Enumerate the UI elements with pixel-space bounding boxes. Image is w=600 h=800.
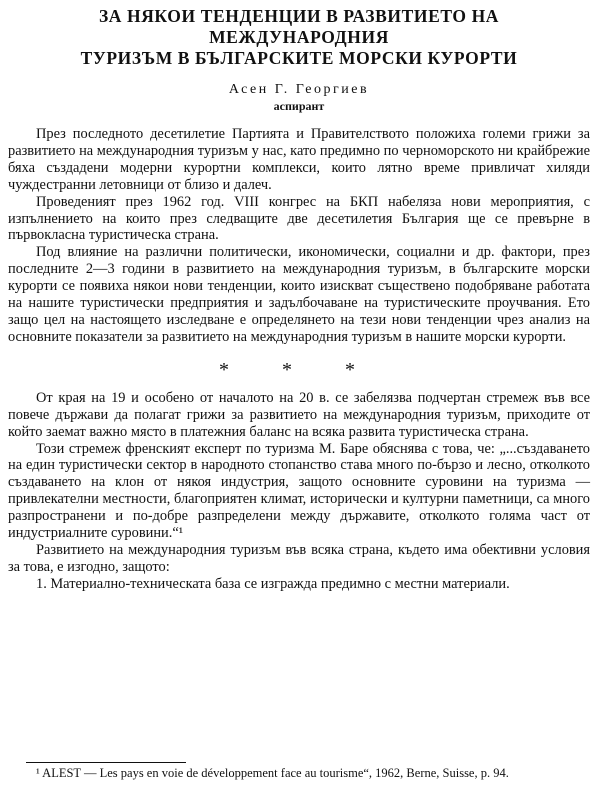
section-separator: * * * (219, 358, 379, 381)
list-item: 1. Материално-техническата база се изгражда предимно с местни материали. (36, 575, 510, 592)
paragraph: Под влияние на различни политически, икономически, социални и др. фактори, през последните 2—3 години в развитието на международния туризъм, в българските морски курорти се появиха някои нови тенденции, които изискват съществено подобряване работата на нашите туристически предприятия и задълбочаване на туристическите проучвания. Ето защо цел на настоящето изследване е определянето на тези нови тенденции чрез анализ на основните показатели за развитието на международния туризъм в нашите морски курорти. (8, 244, 590, 345)
author-role: аспирант (273, 99, 325, 113)
paragraph: Развитието на международния туризъм във всяка страна, където има обективни условия за това, е изгодно, защото: (8, 541, 590, 575)
paragraph: Проведеният през 1962 год. VIII конгрес на БКП набеляза нови мероприятия, с изпълнението на които през следващите две десетилетия България ще се превърне в първокласна туристическа страна. (8, 193, 590, 244)
paragraph: През последното десетилетие Партията и Правителството положиха големи грижи за развитието на международния туризъм у нас, като предимно по черноморското ни крайбрежие бяха създадени модерни курортни комплекси, които лятно време привличат хиляди чуждестранни летовници от близо и далеч. (8, 126, 590, 193)
title-line-1: ЗА НЯКОИ ТЕНДЕНЦИИ В РАЗВИТИЕТО НА МЕЖДУНАРОДНИЯ (98, 6, 500, 47)
article-body (8, 126, 590, 593)
article-title (8, 6, 590, 69)
paragraph: От края на 19 и особено от началото на 20 в. се забелязва подчертан стремеж във все повече държави да полагат грижи за развитието на международния туризъм, приходите от който заемат важно място в платежния баланс на всяка развита туристическа страна. (8, 389, 590, 440)
paragraph: Този стремеж френският експерт по туризма М. Баре обяснява с това, че: „...създаването на един туристически сектор в народното стопанство става много по-бързо и лесно, отколкото създаването на клон от някоя индустрия, защото основните суровини на туризма — привлекателни местности, благоприятен климат, исторически и културни паметници, са много разпространени и по-добре разпределени между държавите, отколкото голяма част от индустриалните суровини.“¹ (8, 440, 590, 542)
title-line-2: ТУРИЗЪМ В БЪЛГАРСКИТЕ МОРСКИ КУРОРТИ (80, 48, 518, 68)
footnote-divider (26, 762, 186, 763)
footnote: ¹ ALEST — Les pays en voie de développement face au tourisme“, 1962, Berne, Suisse, p. 94. (36, 766, 509, 780)
author-name: Асен Г. Георгиев (228, 82, 370, 97)
